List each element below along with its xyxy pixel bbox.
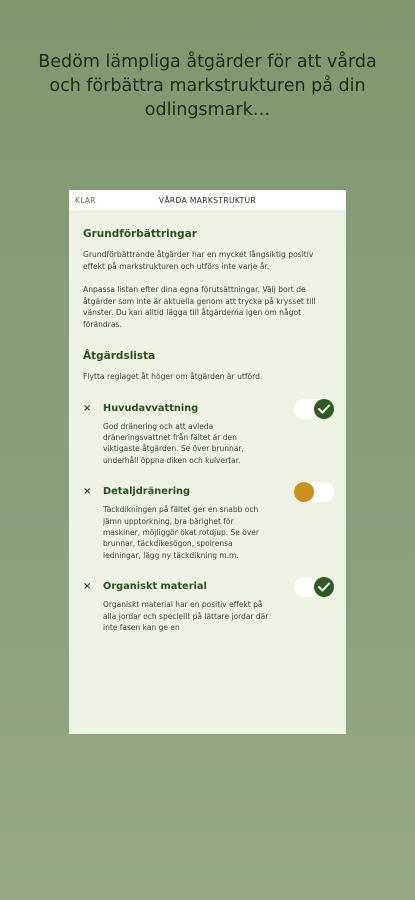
scroll-content[interactable] [69, 228, 346, 633]
action-item-description: Täckdikningen på fältet ger en snabb och jämn upptorkning, bra bärighet för maskiner, möjliggör ökat rotdjup. Se över brunnar, täckdikesögon, spolrensa ledningar, lägg ny täckdikning m.m. [103, 505, 259, 560]
list-instruction: Flytta reglaget åt höger om åtgärden är utförd. [83, 372, 263, 381]
close-icon[interactable]: × [83, 581, 92, 593]
action-item-huvudavvattning [83, 403, 334, 467]
action-item-title: Organiskt material [103, 581, 207, 593]
done-button[interactable]: KLAR [75, 196, 96, 205]
section-heading-atgardslista: Åtgärdslista [83, 350, 156, 362]
done-toggle[interactable] [294, 482, 334, 502]
toggle-knob [294, 482, 314, 502]
section-heading-grundforbattringar: Grundförbättringar [83, 228, 197, 240]
close-icon[interactable]: × [83, 486, 92, 498]
screen-title: VÅRDA MARKSTRUKTUR [158, 196, 257, 205]
action-item-organiskt-material [83, 581, 334, 633]
action-item-description: Organiskt material har en positiv effekt på alla jordar och speciellt på lättare jordar där inte fasen kan ge en [103, 600, 269, 632]
done-toggle[interactable] [294, 399, 334, 419]
action-item-detaljdranering [83, 486, 334, 561]
intro-paragraph-1: Grundförbättrande åtgärder har en mycket långsiktig positiv effekt på markstrukturen och utförs inte varje år. [83, 250, 314, 271]
promo-headline: Bedöm lämpliga åtgärder för att vårda och förbättra markstrukturen på din odlingsmark… [38, 52, 377, 120]
app-screen [69, 190, 346, 734]
close-icon[interactable]: × [83, 402, 92, 414]
toggle-knob [314, 399, 334, 419]
navigation-bar [69, 190, 346, 212]
action-item-title: Detaljdränering [103, 486, 191, 498]
toggle-knob [314, 577, 334, 597]
check-icon [318, 404, 330, 414]
action-item-title: Huvudavvattning [103, 402, 199, 414]
done-toggle[interactable] [294, 577, 334, 597]
check-icon [318, 582, 330, 592]
action-item-description: God dränering och att avleda dräneringsvattnet från fältet är den viktigaste åtgärden. Se över brunnar, underhåll öppna diken och kulvertar. [103, 421, 244, 465]
intro-paragraph-2: Anpassa listan efter dina egna förutsättningar. Välj bort de åtgärder som inte är aktuella genom att trycka på krysset till vänster. Du kan alltid lägga till åtgärderna igen om något förändras. [83, 285, 316, 329]
